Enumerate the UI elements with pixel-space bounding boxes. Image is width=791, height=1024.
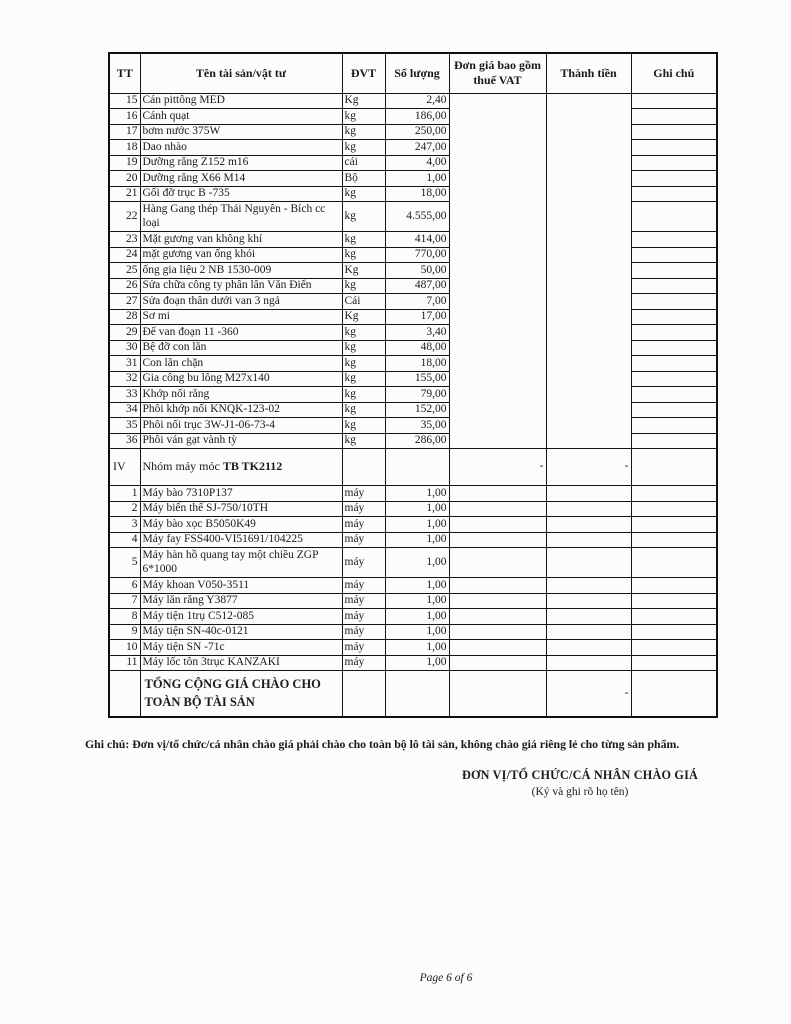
item-note xyxy=(631,418,717,434)
row-index: 31 xyxy=(109,356,140,372)
item-note xyxy=(631,278,717,294)
item-unit: kg xyxy=(342,232,385,248)
table-row xyxy=(109,486,717,502)
col-header-total: Thành tiền xyxy=(546,53,631,93)
item-unit-price xyxy=(449,609,546,625)
col-header-asset-name: Tên tài sản/vật tư xyxy=(140,53,342,93)
item-quantity: 1,00 xyxy=(385,517,449,533)
item-quantity: 1,00 xyxy=(385,609,449,625)
item-unit: máy xyxy=(342,532,385,548)
item-name: Máy tiện 1trụ C512-085 xyxy=(140,609,342,625)
row-index: 15 xyxy=(109,93,140,109)
item-name: Máy biến thế SJ-750/10TH xyxy=(140,501,342,517)
row-index: 32 xyxy=(109,371,140,387)
item-total xyxy=(546,548,631,578)
item-quantity: 770,00 xyxy=(385,247,449,263)
total-note xyxy=(631,671,717,717)
item-unit-price xyxy=(449,486,546,502)
item-total xyxy=(546,501,631,517)
total-quantity xyxy=(385,671,449,717)
item-unit: kg xyxy=(342,186,385,202)
item-quantity: 186,00 xyxy=(385,109,449,125)
item-name: Máy bào xọc B5050K49 xyxy=(140,517,342,533)
item-name: mặt gương van ống khói xyxy=(140,247,342,263)
item-note xyxy=(631,593,717,609)
item-quantity: 487,00 xyxy=(385,278,449,294)
col-header-tt: TT xyxy=(109,53,140,93)
item-note xyxy=(631,655,717,671)
item-note xyxy=(631,325,717,341)
total-unit xyxy=(342,671,385,717)
item-name: Gia công bu lông M27x140 xyxy=(140,371,342,387)
item-unit: kg xyxy=(342,278,385,294)
table-row xyxy=(109,593,717,609)
row-index: 21 xyxy=(109,186,140,202)
item-unit: Kg xyxy=(342,93,385,109)
table-row xyxy=(109,532,717,548)
item-quantity: 1,00 xyxy=(385,171,449,187)
item-unit-price xyxy=(449,593,546,609)
grand-total-label: TỔNG CỘNG GIÁ CHÀO CHO TOÀN BỘ TÀI SẢN xyxy=(140,671,342,717)
row-index: 24 xyxy=(109,247,140,263)
item-note xyxy=(631,155,717,171)
item-note xyxy=(631,232,717,248)
item-unit: máy xyxy=(342,578,385,594)
row-index: 36 xyxy=(109,433,140,449)
item-unit: máy xyxy=(342,486,385,502)
item-total xyxy=(546,624,631,640)
item-note xyxy=(631,124,717,140)
item-unit: máy xyxy=(342,501,385,517)
item-unit: kg xyxy=(342,202,385,232)
item-total xyxy=(546,532,631,548)
item-unit: kg xyxy=(342,140,385,156)
row-index: 1 xyxy=(109,486,140,502)
row-index: 19 xyxy=(109,155,140,171)
item-quantity: 18,00 xyxy=(385,186,449,202)
item-quantity: 35,00 xyxy=(385,418,449,434)
row-index: 30 xyxy=(109,340,140,356)
item-unit: máy xyxy=(342,640,385,656)
item-unit: Cái xyxy=(342,294,385,310)
row-index: 20 xyxy=(109,171,140,187)
table-body xyxy=(109,93,717,717)
signature-block xyxy=(440,768,720,798)
row-index: 26 xyxy=(109,278,140,294)
section-note xyxy=(631,449,717,486)
item-total xyxy=(546,655,631,671)
item-unit: kg xyxy=(342,402,385,418)
item-note xyxy=(631,202,717,232)
item-unit: máy xyxy=(342,624,385,640)
item-note xyxy=(631,93,717,109)
item-note xyxy=(631,517,717,533)
item-total xyxy=(546,486,631,502)
row-index: 33 xyxy=(109,387,140,403)
item-name: Máy tiện SN -71c xyxy=(140,640,342,656)
section-quantity xyxy=(385,449,449,486)
item-quantity: 1,00 xyxy=(385,655,449,671)
item-note xyxy=(631,186,717,202)
total-merged-cell xyxy=(546,93,631,449)
row-index: 29 xyxy=(109,325,140,341)
row-index: 7 xyxy=(109,593,140,609)
row-index: 18 xyxy=(109,140,140,156)
item-name: Máy lăn răng Y3877 xyxy=(140,593,342,609)
item-quantity: 79,00 xyxy=(385,387,449,403)
signature-instruction: (Ký và ghi rõ họ tên) xyxy=(531,786,629,798)
row-index: 11 xyxy=(109,655,140,671)
header-row xyxy=(109,53,717,93)
item-quantity: 1,00 xyxy=(385,640,449,656)
item-name: Gối đỡ trục B -735 xyxy=(140,186,342,202)
section-unit-price: - xyxy=(449,449,546,486)
section-name-bold: TB TK2112 xyxy=(222,459,283,474)
item-unit-price xyxy=(449,548,546,578)
table-header xyxy=(109,53,717,93)
item-name: Khớp nối răng xyxy=(140,387,342,403)
item-note xyxy=(631,640,717,656)
item-name: Sửa chữa công ty phân lân Văn Điển xyxy=(140,278,342,294)
item-unit: Kg xyxy=(342,309,385,325)
item-name: Dưỡng răng X66 M14 xyxy=(140,171,342,187)
row-index: 5 xyxy=(109,548,140,578)
item-name: Máy khoan V050-3511 xyxy=(140,578,342,594)
item-quantity: 1,00 xyxy=(385,501,449,517)
item-name: Máy hàn hồ quang tay một chiều ZGP 6*1000 xyxy=(140,548,342,578)
section-total: - xyxy=(546,449,631,486)
item-note xyxy=(631,578,717,594)
table-row xyxy=(109,548,717,578)
item-note xyxy=(631,171,717,187)
table-row xyxy=(109,640,717,656)
item-note xyxy=(631,609,717,625)
item-quantity: 1,00 xyxy=(385,532,449,548)
row-index: 16 xyxy=(109,109,140,125)
item-quantity: 48,00 xyxy=(385,340,449,356)
row-index: 17 xyxy=(109,124,140,140)
item-note xyxy=(631,371,717,387)
table-row xyxy=(109,93,717,109)
item-unit: kg xyxy=(342,418,385,434)
item-quantity: 7,00 xyxy=(385,294,449,310)
item-unit: máy xyxy=(342,593,385,609)
item-unit: Kg xyxy=(342,263,385,279)
item-name: Phôi khớp nối KNQK-123-02 xyxy=(140,402,342,418)
item-quantity: 1,00 xyxy=(385,486,449,502)
table-row xyxy=(109,655,717,671)
row-index: 23 xyxy=(109,232,140,248)
grand-total-amount: - xyxy=(546,671,631,717)
item-unit-price xyxy=(449,640,546,656)
item-unit: kg xyxy=(342,325,385,341)
section-name xyxy=(140,449,342,486)
item-note xyxy=(631,532,717,548)
item-quantity: 50,00 xyxy=(385,263,449,279)
item-quantity: 250,00 xyxy=(385,124,449,140)
item-name: Máy lốc tôn 3trục KANZAKI xyxy=(140,655,342,671)
item-unit-price xyxy=(449,655,546,671)
section-header-row xyxy=(109,449,717,486)
item-note xyxy=(631,263,717,279)
item-note xyxy=(631,109,717,125)
item-quantity: 286,00 xyxy=(385,433,449,449)
item-name: Con lăn chặn xyxy=(140,356,342,372)
item-total xyxy=(546,517,631,533)
page-number: Page 6 of 6 xyxy=(419,972,473,984)
table-row xyxy=(109,517,717,533)
item-name: Phôi nối trục 3W-J1-06-73-4 xyxy=(140,418,342,434)
item-name: Dao nhào xyxy=(140,140,342,156)
item-quantity: 152,00 xyxy=(385,402,449,418)
item-note xyxy=(631,356,717,372)
item-quantity: 1,00 xyxy=(385,578,449,594)
row-index: 8 xyxy=(109,609,140,625)
item-unit: kg xyxy=(342,356,385,372)
item-name: ống gia liệu 2 NB 1530-009 xyxy=(140,263,342,279)
item-name: Đế van đoạn 11 -360 xyxy=(140,325,342,341)
item-note xyxy=(631,309,717,325)
item-unit: máy xyxy=(342,548,385,578)
table-row xyxy=(109,624,717,640)
item-unit: cái xyxy=(342,155,385,171)
item-unit-price xyxy=(449,501,546,517)
row-index: 6 xyxy=(109,578,140,594)
item-note xyxy=(631,340,717,356)
row-index: 28 xyxy=(109,309,140,325)
row-index: 2 xyxy=(109,501,140,517)
item-quantity: 2,40 xyxy=(385,93,449,109)
grand-total-row xyxy=(109,671,717,717)
item-name: Sửa đoạn thân dưới van 3 ngả xyxy=(140,294,342,310)
item-unit: kg xyxy=(342,124,385,140)
row-index: 27 xyxy=(109,294,140,310)
asset-quote-table xyxy=(108,52,718,718)
item-quantity: 1,00 xyxy=(385,624,449,640)
item-unit-price xyxy=(449,517,546,533)
table-row xyxy=(109,501,717,517)
item-unit: kg xyxy=(342,433,385,449)
section-index: IV xyxy=(109,449,140,486)
item-note xyxy=(631,548,717,578)
item-quantity: 3,40 xyxy=(385,325,449,341)
quotation-note: Ghi chú: Đơn vị/tổ chức/cá nhân chào giá phải chào cho toàn bộ lô tài sản, không chào giá riêng lẻ cho từng sản phẩm. xyxy=(85,737,680,751)
section-name-prefix: Nhóm máy móc xyxy=(142,459,223,474)
item-unit-price xyxy=(449,578,546,594)
item-note xyxy=(631,501,717,517)
item-unit: kg xyxy=(342,109,385,125)
item-unit: kg xyxy=(342,340,385,356)
item-note xyxy=(631,140,717,156)
table-row xyxy=(109,609,717,625)
item-total xyxy=(546,578,631,594)
item-unit: máy xyxy=(342,517,385,533)
row-index: 22 xyxy=(109,202,140,232)
item-quantity: 18,00 xyxy=(385,356,449,372)
item-quantity: 4,00 xyxy=(385,155,449,171)
item-quantity: 247,00 xyxy=(385,140,449,156)
item-unit-price xyxy=(449,532,546,548)
col-header-unit-price-vat: Đơn giá bao gồm thuế VAT xyxy=(449,53,546,93)
row-index: 9 xyxy=(109,624,140,640)
item-name: Máy bào 7310P137 xyxy=(140,486,342,502)
item-quantity: 1,00 xyxy=(385,548,449,578)
item-unit: kg xyxy=(342,371,385,387)
item-unit: máy xyxy=(342,655,385,671)
item-name: Máy tiện SN-40c-0121 xyxy=(140,624,342,640)
section-unit xyxy=(342,449,385,486)
item-name: Bệ đỡ con lăn xyxy=(140,340,342,356)
item-note xyxy=(631,402,717,418)
signature-title: ĐƠN VỊ/TỔ CHỨC/CÁ NHÂN CHÀO GIÁ xyxy=(461,768,699,782)
row-index: 34 xyxy=(109,402,140,418)
item-quantity: 1,00 xyxy=(385,593,449,609)
item-note xyxy=(631,294,717,310)
row-index: 25 xyxy=(109,263,140,279)
item-total xyxy=(546,640,631,656)
item-unit: Bộ xyxy=(342,171,385,187)
item-name: Phôi ván gạt vành tỳ xyxy=(140,433,342,449)
item-name: Cánh quạt xyxy=(140,109,342,125)
col-header-quantity: Số lượng xyxy=(385,53,449,93)
item-note xyxy=(631,387,717,403)
item-note xyxy=(631,486,717,502)
item-name: Cán pittông MED xyxy=(140,93,342,109)
item-name: Hàng Gang thép Thái Nguyên - Bích cc loại xyxy=(140,202,342,232)
col-header-note: Ghi chú xyxy=(631,53,717,93)
row-index: 10 xyxy=(109,640,140,656)
item-total xyxy=(546,593,631,609)
item-name: Mặt gương van không khí xyxy=(140,232,342,248)
col-header-unit: ĐVT xyxy=(342,53,385,93)
item-note xyxy=(631,247,717,263)
item-name: bơm nước 375W xyxy=(140,124,342,140)
item-note xyxy=(631,624,717,640)
item-total xyxy=(546,609,631,625)
item-name: Máy fay FSS400-VI51691/104225 xyxy=(140,532,342,548)
item-name: Sơ mi xyxy=(140,309,342,325)
row-index: 4 xyxy=(109,532,140,548)
item-unit-price xyxy=(449,624,546,640)
row-index: 35 xyxy=(109,418,140,434)
item-unit: máy xyxy=(342,609,385,625)
total-index xyxy=(109,671,140,717)
item-unit: kg xyxy=(342,387,385,403)
item-note xyxy=(631,433,717,449)
item-quantity: 4.555,00 xyxy=(385,202,449,232)
item-quantity: 17,00 xyxy=(385,309,449,325)
item-quantity: 155,00 xyxy=(385,371,449,387)
item-quantity: 414,00 xyxy=(385,232,449,248)
table-row xyxy=(109,578,717,594)
total-unit-price xyxy=(449,671,546,717)
item-unit: kg xyxy=(342,247,385,263)
unit-price-merged-cell xyxy=(449,93,546,449)
item-name: Dưỡng răng Z152 m16 xyxy=(140,155,342,171)
row-index: 3 xyxy=(109,517,140,533)
